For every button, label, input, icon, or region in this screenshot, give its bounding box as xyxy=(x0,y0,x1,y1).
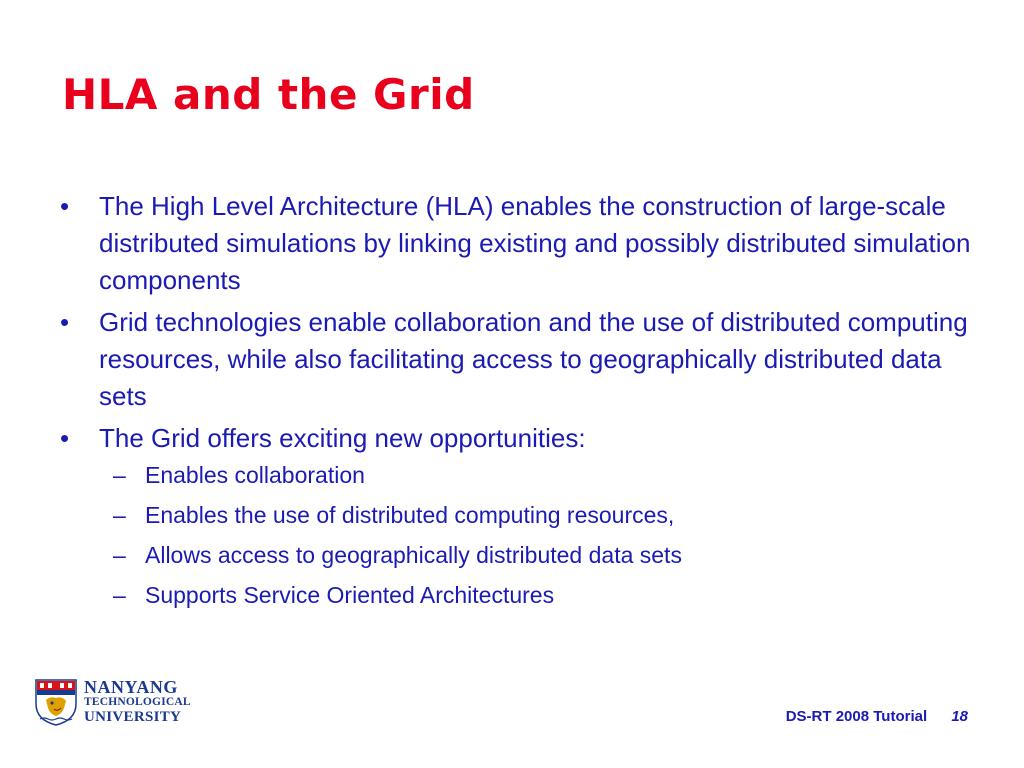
university-logo xyxy=(34,678,191,726)
dash-marker: – xyxy=(113,462,126,488)
sub-bullet-item xyxy=(99,501,978,529)
dash-marker: – xyxy=(113,542,126,568)
footer-label: DS-RT 2008 Tutorial xyxy=(785,708,928,725)
sub-bullet-text: Enables the use of distributed computing resources, xyxy=(145,502,675,528)
bullet-item xyxy=(58,304,978,415)
bullet-item xyxy=(58,420,978,609)
slide-title: HLA and the Grid xyxy=(62,70,475,119)
bullet-marker: • xyxy=(60,191,70,221)
bullet-list xyxy=(58,188,978,609)
dash-marker: – xyxy=(113,582,126,608)
slide-body xyxy=(58,188,978,621)
sub-bullet-item xyxy=(99,461,978,489)
logo-wordmark xyxy=(84,676,191,725)
sub-bullet-text: Allows access to geographically distributed data sets xyxy=(145,542,682,568)
logo-line-university: UNIVERSITY xyxy=(84,708,182,725)
sub-bullet-list xyxy=(99,461,978,609)
page-number: 18 xyxy=(951,708,968,725)
slide-footer xyxy=(786,708,968,725)
bullet-text: The Grid offers exciting new opportunities: xyxy=(99,423,586,453)
logo-line-technological: TECHNOLOGICAL xyxy=(84,695,191,708)
sub-bullet-text: Supports Service Oriented Architectures xyxy=(145,582,555,608)
sub-bullet-text: Enables collaboration xyxy=(145,462,365,488)
bullet-marker: • xyxy=(60,307,70,337)
crest-icon xyxy=(34,678,78,726)
sub-bullet-item xyxy=(99,541,978,569)
sub-bullet-item xyxy=(99,581,978,609)
bullet-text: Grid technologies enable collaboration and the use of distributed computing resources, while also facilitating access to geographically distributed data sets xyxy=(99,307,968,411)
logo-line-nanyang: NANYANG xyxy=(84,676,178,697)
bullet-text: The High Level Architecture (HLA) enables the construction of large-scale distributed simulations by linking existing and possibly distributed simulation components xyxy=(99,191,971,295)
bullet-marker: • xyxy=(60,423,70,453)
dash-marker: – xyxy=(113,502,126,528)
bullet-item xyxy=(58,188,978,299)
